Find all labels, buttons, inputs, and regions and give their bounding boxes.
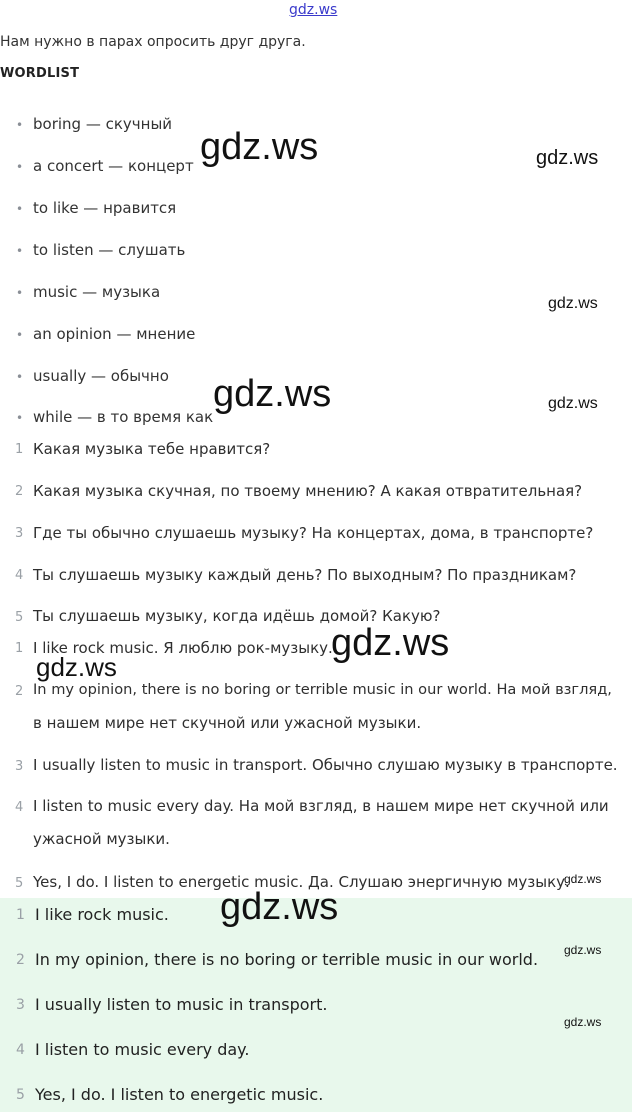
- list-number: 3: [15, 759, 24, 774]
- watermark: gdz.ws: [200, 126, 319, 168]
- list-number: 4: [15, 568, 24, 583]
- bullet-icon: •: [16, 244, 24, 258]
- watermark: gdz.ws: [564, 943, 602, 957]
- answer-item: I usually listen to music in transport. Обычно слушаю музыку в транспорте.: [33, 756, 618, 774]
- wordlist-item: boring — скучный: [33, 115, 173, 133]
- intro-text: Нам нужно в парах опросить друг друга.: [0, 34, 306, 50]
- bullet-icon: •: [16, 411, 24, 425]
- list-number: 2: [16, 952, 25, 968]
- answer-item: Yes, I do. I listen to energetic music. Да. Слушаю энергичную музыку.: [33, 873, 570, 891]
- answer-item: I listen to music every day. На мой взгляд, в нашем мире нет скучной или: [33, 797, 609, 815]
- wordlist-item: music — музыка: [33, 283, 161, 301]
- bullet-icon: •: [16, 202, 24, 216]
- list-number: 4: [16, 1042, 25, 1058]
- final-answer-item: Yes, I do. I listen to energetic music.: [35, 1085, 324, 1104]
- header-link[interactable]: gdz.ws: [289, 2, 338, 18]
- bullet-icon: •: [16, 286, 24, 300]
- watermark: gdz.ws: [564, 1015, 602, 1029]
- list-number: 3: [15, 526, 24, 541]
- watermark: gdz.ws: [548, 395, 598, 412]
- final-answer-item: I usually listen to music in transport.: [35, 995, 328, 1014]
- bullet-icon: •: [16, 160, 24, 174]
- list-number: 1: [15, 641, 24, 656]
- list-number: 4: [15, 800, 24, 815]
- question-item: Какая музыка тебе нравится?: [33, 440, 271, 458]
- answer-item-continuation: ужасной музыки.: [33, 830, 170, 848]
- watermark: gdz.ws: [220, 886, 339, 928]
- bullet-icon: •: [16, 328, 24, 342]
- list-number: 2: [15, 684, 24, 699]
- list-number: 1: [15, 442, 24, 457]
- bullet-icon: •: [16, 370, 24, 384]
- answer-box: [0, 898, 632, 1112]
- wordlist-title: WORDLIST: [0, 66, 80, 81]
- list-number: 5: [15, 610, 24, 625]
- final-answer-item: In my opinion, there is no boring or terrible music in our world.: [35, 950, 539, 969]
- final-answer-item: I like rock music.: [35, 905, 169, 924]
- wordlist-item: an opinion — мнение: [33, 325, 196, 343]
- list-number: 2: [15, 484, 24, 499]
- wordlist-item: to listen — слушать: [33, 241, 186, 259]
- list-number: 3: [16, 997, 25, 1013]
- wordlist-item: a concert — концерт: [33, 157, 194, 175]
- watermark: gdz.ws: [331, 622, 450, 664]
- answer-item: In my opinion, there is no boring or terrible music in our world. На мой взгляд,: [33, 681, 612, 698]
- answer-item-continuation: в нашем мире нет скучной или ужасной музыки.: [33, 714, 422, 732]
- list-number: 5: [15, 876, 24, 891]
- question-item: Какая музыка скучная, по твоему мнению? А какая отвратительная?: [33, 482, 583, 500]
- list-number: 1: [16, 907, 25, 923]
- question-item: Ты слушаешь музыку каждый день? По выходным? По праздникам?: [33, 566, 577, 584]
- wordlist-item: while — в то время как: [33, 408, 214, 426]
- watermark: gdz.ws: [536, 147, 599, 169]
- final-answer-item: I listen to music every day.: [35, 1040, 250, 1059]
- bullet-icon: •: [16, 118, 24, 132]
- list-number: 5: [16, 1087, 25, 1103]
- wordlist-item: to like — нравится: [33, 199, 177, 217]
- watermark: gdz.ws: [213, 373, 332, 415]
- question-item: Ты слушаешь музыку, когда идёшь домой? Какую?: [33, 607, 441, 625]
- question-item: Где ты обычно слушаешь музыку? На концертах, дома, в транспорте?: [33, 524, 594, 542]
- wordlist-item: usually — обычно: [33, 367, 169, 385]
- watermark: gdz.ws: [564, 872, 602, 886]
- answer-item: I like rock music. Я люблю рок-музыку.: [33, 639, 333, 657]
- watermark: gdz.ws: [548, 295, 598, 312]
- watermark: gdz.ws: [36, 652, 117, 682]
